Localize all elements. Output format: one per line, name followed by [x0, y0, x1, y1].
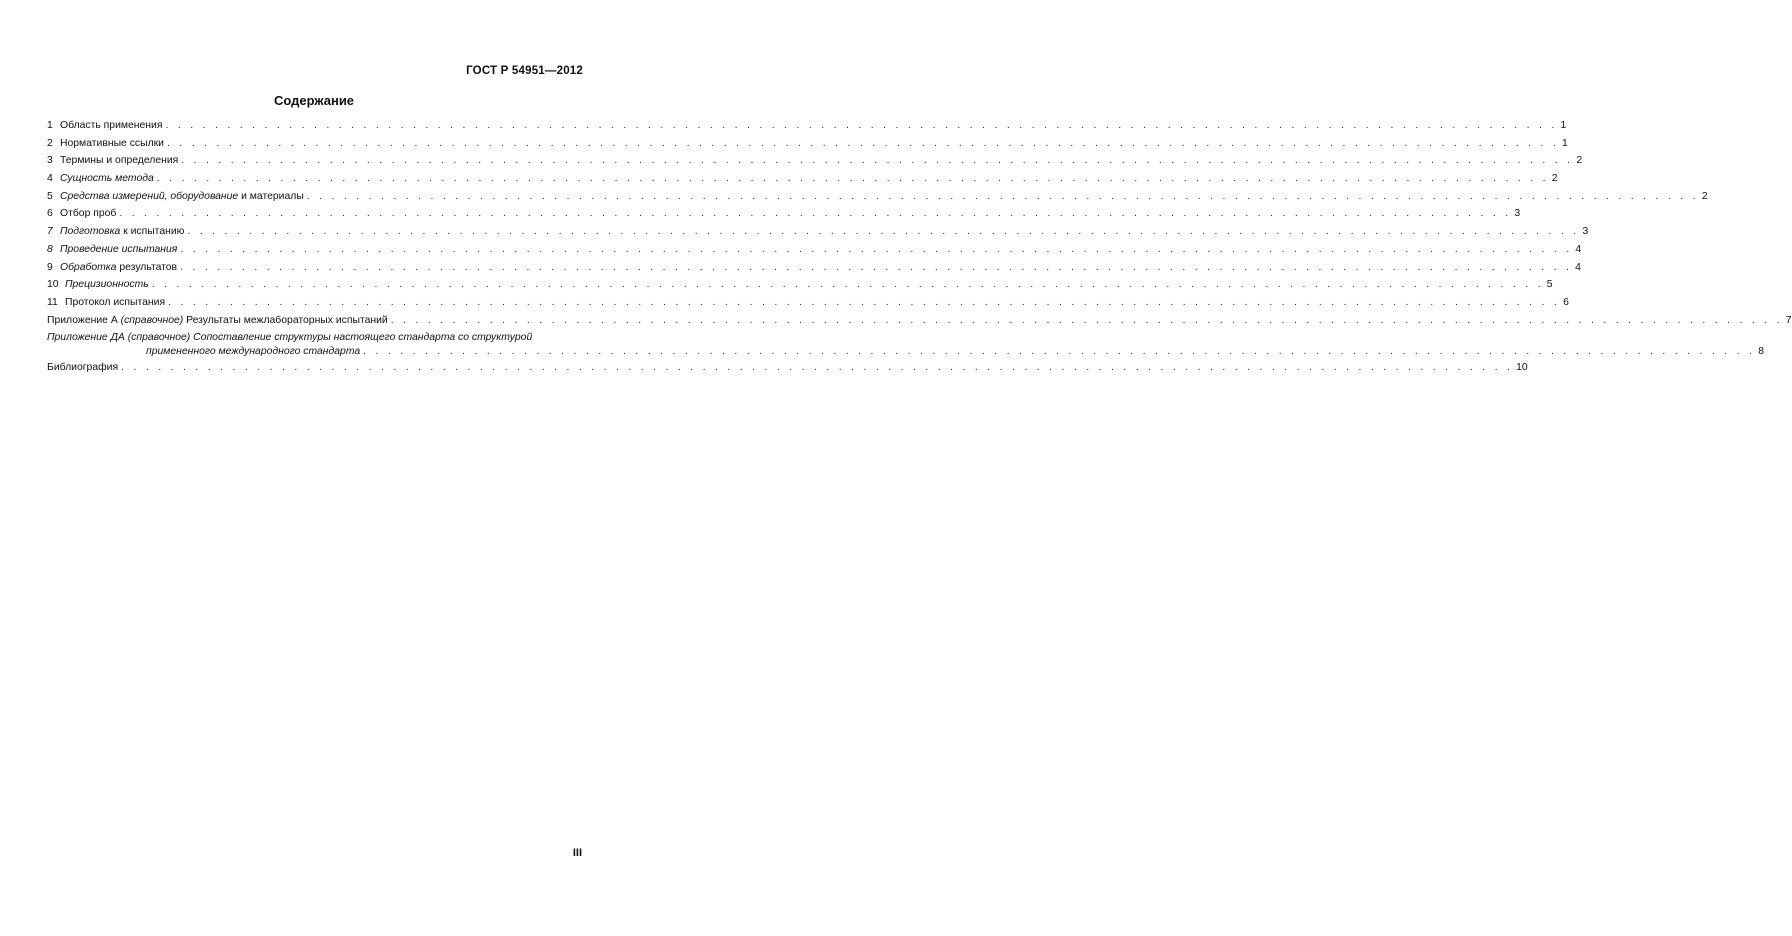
toc-section-number: 5: [47, 190, 53, 202]
toc-page-number: 2: [1576, 155, 1583, 167]
toc-section-number: 7: [47, 226, 53, 238]
dot-leader: [168, 297, 1560, 309]
toc-page-number: 7: [1785, 314, 1792, 326]
toc-entry-text: Сопоставление структуры настоящего стандарта со структурой: [190, 332, 533, 344]
toc-entry-text: Прецизионность: [65, 279, 149, 291]
toc-page-number: 4: [1575, 261, 1581, 273]
toc-page-number: 6: [1563, 296, 1569, 308]
toc-page-number: 3: [1582, 226, 1589, 238]
toc-entry[interactable]: [47, 243, 1582, 262]
toc-section-number: 2: [47, 137, 53, 149]
dot-leader: [152, 279, 1544, 291]
toc-entry-text: Сущность метода: [60, 173, 154, 185]
dot-leader: [187, 226, 1579, 238]
page-number: III: [572, 847, 582, 859]
toc-page-number: 4: [1575, 243, 1582, 255]
toc-entry-text: Результаты межлабораторных испытаний: [183, 314, 388, 326]
toc-entry[interactable]: [47, 208, 1521, 226]
toc-section-number: 4: [47, 173, 53, 185]
toc-entry[interactable]: [47, 137, 1568, 156]
toc-entry-text: Подготовка: [60, 226, 121, 238]
toc-section-number: 1: [47, 120, 53, 131]
toc-page-number: 8: [1758, 346, 1764, 358]
dot-leader: [180, 244, 1572, 256]
toc-entry-text: Библиография: [47, 362, 119, 374]
toc-entry[interactable]: [47, 226, 1589, 244]
dot-leader: [119, 208, 1511, 220]
toc-section-number: 9: [47, 261, 53, 273]
toc-entry[interactable]: [47, 314, 1792, 333]
toc-section-number: 3: [47, 155, 53, 167]
toc-entry-text: Средства измерений, оборудование: [60, 190, 239, 202]
dot-leader: [157, 173, 1549, 185]
toc-entry-text: Приложение А: [47, 314, 121, 326]
toc-entry-text: Нормативные ссылки: [60, 137, 164, 149]
toc-section-number: 6: [47, 208, 53, 220]
dot-leader: [167, 138, 1559, 150]
toc-entry-text: результатов: [116, 261, 178, 273]
dot-leader: [363, 346, 1755, 358]
toc-section-number: 10: [47, 279, 59, 291]
toc-entry[interactable]: [47, 155, 1583, 173]
toc-entry-text: Отбор проб: [60, 208, 117, 220]
dot-leader: [180, 262, 1572, 274]
toc-entry-text: к испытанию: [120, 226, 185, 238]
table-of-contents: [47, 120, 1792, 380]
toc-page-number: 1: [1562, 137, 1568, 149]
toc-entry-text: Обработка: [60, 261, 117, 273]
toc-page-number: 10: [1516, 362, 1528, 374]
toc-entry[interactable]: [47, 279, 1553, 297]
toc-entry-text: Протокол испытания: [65, 296, 166, 308]
toc-entry-text: (справочное): [120, 314, 184, 326]
toc-entry[interactable]: [47, 261, 1581, 280]
document-code: ГОСТ Р 54951—2012: [466, 65, 583, 77]
toc-entry[interactable]: [47, 362, 1528, 380]
toc-page-number: 2: [1551, 173, 1558, 185]
dot-leader: [181, 155, 1573, 167]
dot-leader: [121, 362, 1513, 374]
toc-page-number: 2: [1701, 190, 1708, 202]
toc-entry[interactable]: [47, 173, 1558, 191]
toc-entry-text: Область применения: [60, 120, 163, 131]
toc-entry-text: Термины и определения: [60, 155, 179, 167]
toc-entry-text: Проведение испытания: [60, 243, 178, 255]
dot-leader: [391, 315, 1783, 327]
dot-leader: [307, 191, 1699, 203]
toc-entry[interactable]: [47, 120, 1567, 138]
page-title: Содержание: [273, 93, 355, 108]
toc-entry[interactable]: [47, 332, 1764, 358]
dot-leader: [165, 120, 1557, 132]
toc-entry-text: Приложение ДА (справочное): [47, 332, 191, 344]
toc-section-number: 8: [47, 243, 53, 255]
toc-page-number: 1: [1560, 120, 1567, 131]
toc-section-number: 11: [47, 296, 58, 308]
toc-page-number: 3: [1514, 208, 1521, 220]
toc-entry-text: примененного международного стандарта: [146, 346, 361, 358]
toc-entry[interactable]: [47, 190, 1708, 209]
toc-page-number: 5: [1546, 279, 1553, 291]
toc-entry[interactable]: [47, 296, 1569, 315]
toc-entry-text: и материалы: [238, 190, 304, 202]
